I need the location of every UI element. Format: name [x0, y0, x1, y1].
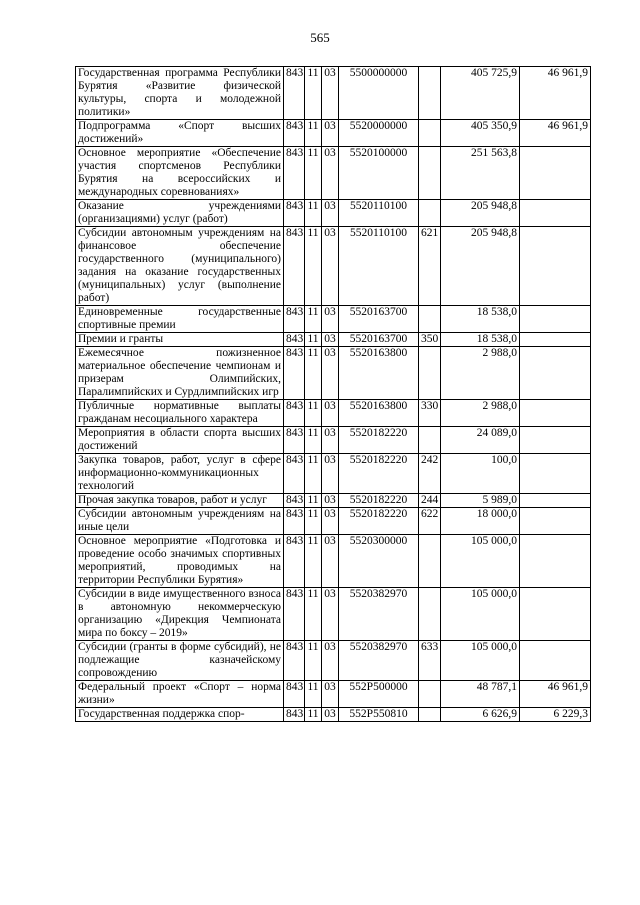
row-section-code: 11: [305, 227, 322, 306]
row-subsection-code: 03: [322, 306, 339, 333]
row-target-article-code: 5520182220: [339, 427, 419, 454]
table-row: [76, 535, 591, 588]
row-grbs-code: 843: [284, 454, 305, 494]
row-subsection-code: 03: [322, 508, 339, 535]
row-amount-2: [520, 494, 591, 508]
row-name: Субсидии (гранты в форме субсидий), не подлежащие казначейскому сопровождению: [76, 641, 284, 681]
table-row: [76, 67, 591, 120]
row-name: Ежемесячное пожизненное материальное обеспечение чемпионам и призерам Олимпийских, Паралимпийских и Сурдлимпийских игр: [76, 347, 284, 400]
row-section-code: 11: [305, 400, 322, 427]
row-target-article-code: 552P500000: [339, 681, 419, 708]
row-section-code: 11: [305, 306, 322, 333]
row-expense-type-code: [419, 347, 441, 400]
table-row: [76, 588, 591, 641]
row-section-code: 11: [305, 333, 322, 347]
table-row: [76, 708, 591, 722]
row-target-article-code: 5520110100: [339, 200, 419, 227]
row-target-article-code: 5520110100: [339, 227, 419, 306]
row-amount-1: 6 626,9: [441, 708, 520, 722]
row-expense-type-code: 621: [419, 227, 441, 306]
row-amount-1: 2 988,0: [441, 347, 520, 400]
row-grbs-code: 843: [284, 67, 305, 120]
row-amount-1: 105 000,0: [441, 641, 520, 681]
row-target-article-code: 5520100000: [339, 147, 419, 200]
row-amount-2: [520, 588, 591, 641]
row-name: Государственная программа Республики Бурятия «Развитие физической культуры, спорта и молодежной политики»: [76, 67, 284, 120]
row-name: Премии и гранты: [76, 333, 284, 347]
row-grbs-code: 843: [284, 120, 305, 147]
row-amount-1: 2 988,0: [441, 400, 520, 427]
row-name: Государственная поддержка спор-: [76, 708, 284, 722]
row-grbs-code: 843: [284, 535, 305, 588]
row-name: Субсидии автономным учреждениям на иные цели: [76, 508, 284, 535]
row-amount-1: 5 989,0: [441, 494, 520, 508]
row-subsection-code: 03: [322, 535, 339, 588]
row-amount-2: [520, 347, 591, 400]
row-grbs-code: 843: [284, 306, 305, 333]
row-section-code: 11: [305, 535, 322, 588]
row-section-code: 11: [305, 494, 322, 508]
row-amount-1: 100,0: [441, 454, 520, 494]
row-section-code: 11: [305, 588, 322, 641]
row-expense-type-code: 242: [419, 454, 441, 494]
row-target-article-code: 5520163700: [339, 306, 419, 333]
row-expense-type-code: 244: [419, 494, 441, 508]
row-subsection-code: 03: [322, 147, 339, 200]
row-grbs-code: 843: [284, 494, 305, 508]
row-expense-type-code: 633: [419, 641, 441, 681]
table-row: [76, 454, 591, 494]
budget-table-body: [76, 67, 591, 722]
table-row: [76, 347, 591, 400]
row-name: Прочая закупка товаров, работ и услуг: [76, 494, 284, 508]
row-expense-type-code: [419, 708, 441, 722]
row-amount-1: 405 350,9: [441, 120, 520, 147]
row-subsection-code: 03: [322, 427, 339, 454]
table-row: [76, 641, 591, 681]
row-amount-1: 205 948,8: [441, 200, 520, 227]
row-amount-2: 46 961,9: [520, 681, 591, 708]
row-expense-type-code: [419, 200, 441, 227]
row-amount-1: 105 000,0: [441, 588, 520, 641]
row-amount-2: 46 961,9: [520, 67, 591, 120]
row-section-code: 11: [305, 508, 322, 535]
row-target-article-code: 5520382970: [339, 641, 419, 681]
row-amount-2: [520, 427, 591, 454]
table-row: [76, 427, 591, 454]
row-section-code: 11: [305, 347, 322, 400]
row-grbs-code: 843: [284, 400, 305, 427]
row-grbs-code: 843: [284, 641, 305, 681]
row-amount-2: [520, 333, 591, 347]
table-row: [76, 494, 591, 508]
row-name: Публичные нормативные выплаты гражданам несоциального характера: [76, 400, 284, 427]
table-row: [76, 400, 591, 427]
row-amount-2: [520, 508, 591, 535]
row-section-code: 11: [305, 641, 322, 681]
row-target-article-code: 5520163700: [339, 333, 419, 347]
row-amount-1: 24 089,0: [441, 427, 520, 454]
row-amount-2: [520, 400, 591, 427]
row-amount-1: 48 787,1: [441, 681, 520, 708]
table-row: [76, 200, 591, 227]
row-name: Субсидии в виде имущественного взноса в автономную некоммерческую организацию «Дирекция Чемпионата мира по боксу – 2019»: [76, 588, 284, 641]
row-expense-type-code: [419, 147, 441, 200]
row-section-code: 11: [305, 708, 322, 722]
row-amount-1: 205 948,8: [441, 227, 520, 306]
row-grbs-code: 843: [284, 227, 305, 306]
row-subsection-code: 03: [322, 227, 339, 306]
row-section-code: 11: [305, 120, 322, 147]
row-subsection-code: 03: [322, 454, 339, 494]
table-row: [76, 306, 591, 333]
row-amount-1: 18 538,0: [441, 333, 520, 347]
row-expense-type-code: [419, 67, 441, 120]
row-subsection-code: 03: [322, 333, 339, 347]
row-target-article-code: 552P550810: [339, 708, 419, 722]
row-section-code: 11: [305, 681, 322, 708]
row-amount-2: 6 229,3: [520, 708, 591, 722]
row-amount-2: [520, 535, 591, 588]
row-section-code: 11: [305, 200, 322, 227]
row-expense-type-code: 350: [419, 333, 441, 347]
row-subsection-code: 03: [322, 67, 339, 120]
row-grbs-code: 843: [284, 588, 305, 641]
row-target-article-code: 5520000000: [339, 120, 419, 147]
table-row: [76, 147, 591, 200]
row-name: Подпрограмма «Спорт высших достижений»: [76, 120, 284, 147]
row-subsection-code: 03: [322, 641, 339, 681]
row-subsection-code: 03: [322, 588, 339, 641]
row-expense-type-code: 622: [419, 508, 441, 535]
row-target-article-code: 5520163800: [339, 347, 419, 400]
row-amount-1: 405 725,9: [441, 67, 520, 120]
row-target-article-code: 5500000000: [339, 67, 419, 120]
row-target-article-code: 5520382970: [339, 588, 419, 641]
row-name: Федеральный проект «Спорт – норма жизни»: [76, 681, 284, 708]
row-subsection-code: 03: [322, 200, 339, 227]
row-amount-1: 105 000,0: [441, 535, 520, 588]
row-amount-2: 46 961,9: [520, 120, 591, 147]
table-row: [76, 681, 591, 708]
row-amount-1: 251 563,8: [441, 147, 520, 200]
row-name: Основное мероприятие «Обеспечение участия спортсменов Республики Бурятия на всероссийских и международных соревнованиях»: [76, 147, 284, 200]
row-name: Основное мероприятие «Подготовка и проведение особо значимых спортивных мероприятий, проводимых на территории Республики Бурятия»: [76, 535, 284, 588]
row-grbs-code: 843: [284, 508, 305, 535]
row-amount-1: 18 538,0: [441, 306, 520, 333]
row-grbs-code: 843: [284, 333, 305, 347]
row-grbs-code: 843: [284, 708, 305, 722]
row-target-article-code: 5520163800: [339, 400, 419, 427]
row-grbs-code: 843: [284, 200, 305, 227]
row-grbs-code: 843: [284, 427, 305, 454]
row-subsection-code: 03: [322, 120, 339, 147]
row-section-code: 11: [305, 67, 322, 120]
row-amount-2: [520, 147, 591, 200]
row-grbs-code: 843: [284, 147, 305, 200]
row-subsection-code: 03: [322, 681, 339, 708]
row-subsection-code: 03: [322, 400, 339, 427]
row-amount-2: [520, 306, 591, 333]
row-target-article-code: 5520182220: [339, 508, 419, 535]
row-subsection-code: 03: [322, 347, 339, 400]
row-target-article-code: 5520182220: [339, 454, 419, 494]
row-amount-2: [520, 227, 591, 306]
row-section-code: 11: [305, 427, 322, 454]
table-row: [76, 333, 591, 347]
row-expense-type-code: [419, 120, 441, 147]
row-target-article-code: 5520182220: [339, 494, 419, 508]
row-expense-type-code: [419, 427, 441, 454]
row-name: Субсидии автономным учреждениям на финансовое обеспечение государственного (муниципального) задания на оказание государственных (муниципальных) услуг (выполнение работ): [76, 227, 284, 306]
row-section-code: 11: [305, 147, 322, 200]
row-name: Закупка товаров, работ, услуг в сфере информационно-коммуникационных технологий: [76, 454, 284, 494]
row-expense-type-code: [419, 681, 441, 708]
row-amount-2: [520, 200, 591, 227]
row-amount-2: [520, 641, 591, 681]
row-expense-type-code: [419, 535, 441, 588]
row-name: Единовременные государственные спортивные премии: [76, 306, 284, 333]
row-section-code: 11: [305, 454, 322, 494]
row-expense-type-code: 330: [419, 400, 441, 427]
row-subsection-code: 03: [322, 708, 339, 722]
row-subsection-code: 03: [322, 494, 339, 508]
row-name: Мероприятия в области спорта высших достижений: [76, 427, 284, 454]
row-expense-type-code: [419, 306, 441, 333]
row-amount-1: 18 000,0: [441, 508, 520, 535]
row-grbs-code: 843: [284, 347, 305, 400]
row-amount-2: [520, 454, 591, 494]
table-row: [76, 227, 591, 306]
budget-table: [75, 66, 591, 722]
row-expense-type-code: [419, 588, 441, 641]
row-grbs-code: 843: [284, 681, 305, 708]
table-row: [76, 120, 591, 147]
page-number: 565: [310, 30, 330, 45]
row-target-article-code: 5520300000: [339, 535, 419, 588]
row-name: Оказание учреждениями (организациями) услуг (работ): [76, 200, 284, 227]
table-row: [76, 508, 591, 535]
